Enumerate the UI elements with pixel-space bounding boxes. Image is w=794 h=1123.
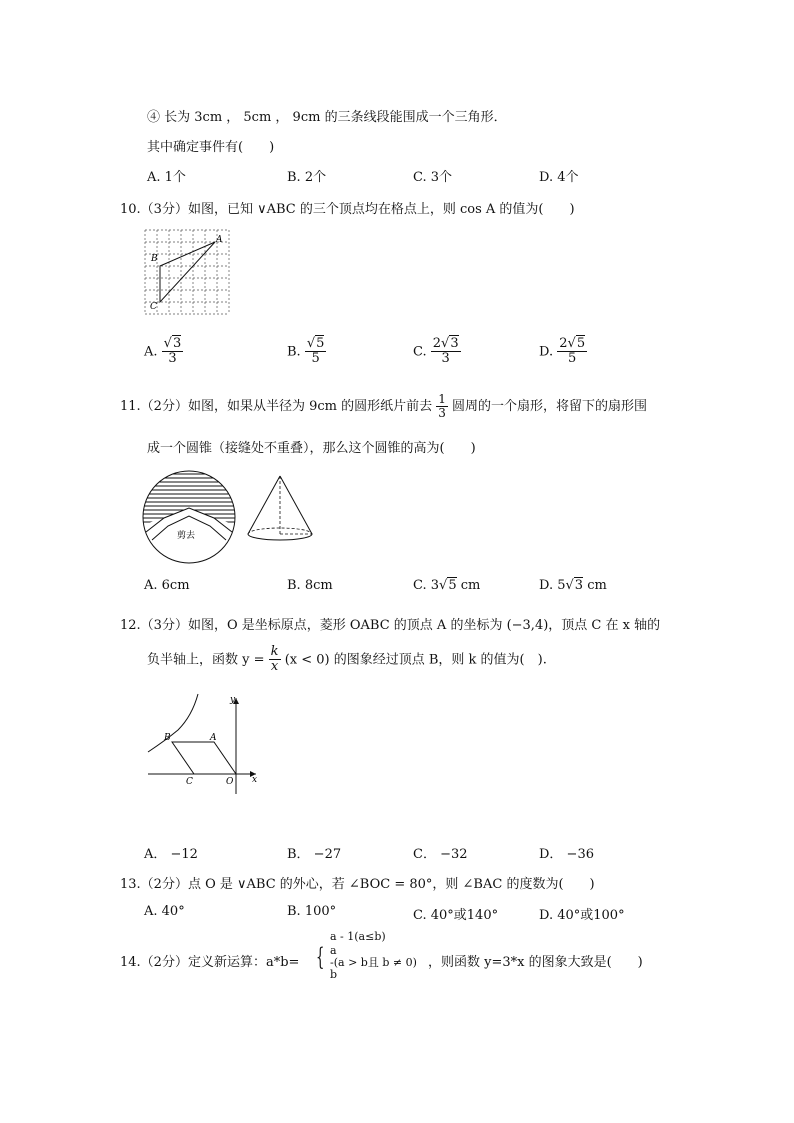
q12-option-a: A． −12 — [144, 847, 198, 862]
q9-option-a: A. 1个 — [147, 170, 186, 185]
svg-text:C: C — [186, 777, 193, 787]
svg-text:O: O — [226, 777, 234, 787]
q14-stem-a: 14.（2分）定义新运算：a*b= — [120, 955, 300, 970]
q9-option-d: D. 4个 — [539, 170, 579, 185]
q10-option-d: D. $\frac{2√5}{5}$ — [539, 336, 586, 367]
q11-option-c: C. 3√5 cm — [413, 578, 481, 593]
triangle-abc — [160, 242, 215, 302]
q12-stem-line2: 负半轴上，函数 y = $\frac{k}{x}$ (x < 0) 的图象经过顶点 B，则 k 的值为( ). — [147, 644, 547, 675]
q11-option-d: D. 5√3 cm — [539, 578, 607, 593]
q9-item4: ④ 长为 3cm ， 5cm ， 9cm 的三条线段能围成一个三角形． — [147, 110, 507, 125]
q10-grid-figure — [140, 225, 236, 317]
q14-case2: a -(a > b且 b ≠ 0) b — [330, 944, 417, 981]
paper-circle — [143, 471, 235, 563]
q10-option-a: A. $\frac{√3}{3}$ — [144, 336, 182, 367]
q11-figure — [142, 470, 322, 566]
q11-stem-line2: 成一个圆锥（接缝处不重叠），那么这个圆锥的高为( ) — [147, 441, 476, 456]
q11-option-a: A. 6cm — [144, 578, 190, 593]
svg-text:A: A — [210, 733, 217, 743]
q13-stem: 13.（2分）点 O 是 ∨ABC 的外心，若 ∠BOC = 80°，则 ∠BAC 的度数为( ) — [120, 877, 595, 892]
label-c: C — [150, 302, 157, 312]
q12-option-c: C． −32 — [413, 847, 468, 862]
q11-option-b: B. 8cm — [287, 578, 333, 593]
q14-stem-b: ，则函数 y=3*x 的图象大致是( ) — [428, 955, 643, 970]
q9-option-b: B. 2个 — [287, 170, 327, 185]
cone-figure — [248, 476, 312, 540]
q11-stem-line1: 11.（2分）如图，如果从半径为 9cm 的圆形纸片前去 $\frac{1}{3}$ 圆周的一个扇形，将留下的扇形围 — [120, 392, 648, 421]
q14-case1: a - 1(a≤b) — [330, 930, 386, 943]
q10-option-b: B. $\frac{√5}{5}$ — [287, 336, 325, 367]
svg-text:y: y — [230, 695, 236, 705]
q14-brace: { — [316, 943, 325, 971]
q12-option-b: B． −27 — [287, 847, 342, 862]
hatched-sector — [142, 474, 236, 522]
svg-text:x: x — [252, 775, 258, 785]
cut-label: 剪去 — [177, 531, 196, 541]
q13-option-a: A. 40° — [144, 904, 185, 919]
q13-option-b: B. 100° — [287, 904, 337, 919]
q13-option-d: D. 40°或100° — [539, 908, 625, 923]
q10-stem: 10.（3分）如图，已知 ∨ABC 的三个顶点均在格点上，则 cos A 的值为( ) — [120, 202, 575, 217]
q9-option-c: C. 3个 — [413, 170, 453, 185]
q9-stem: 其中确定事件有( ) — [147, 140, 275, 155]
q12-stem-line1: 12.（3分）如图，O 是坐标原点，菱形 OABC 的顶点 A 的坐标为 (−3,4)，顶点 C 在 x 轴的 — [120, 618, 661, 633]
q12-option-d: D． −36 — [539, 847, 594, 862]
rhombus-oabc — [172, 742, 236, 774]
svg-text:B: B — [164, 733, 171, 743]
q12-figure — [140, 690, 270, 796]
label-a: A — [216, 235, 223, 245]
q10-option-c: C. $\frac{2√3}{3}$ — [413, 336, 459, 367]
label-b: B — [151, 254, 158, 264]
q13-option-c: C. 40°或140° — [413, 908, 499, 923]
